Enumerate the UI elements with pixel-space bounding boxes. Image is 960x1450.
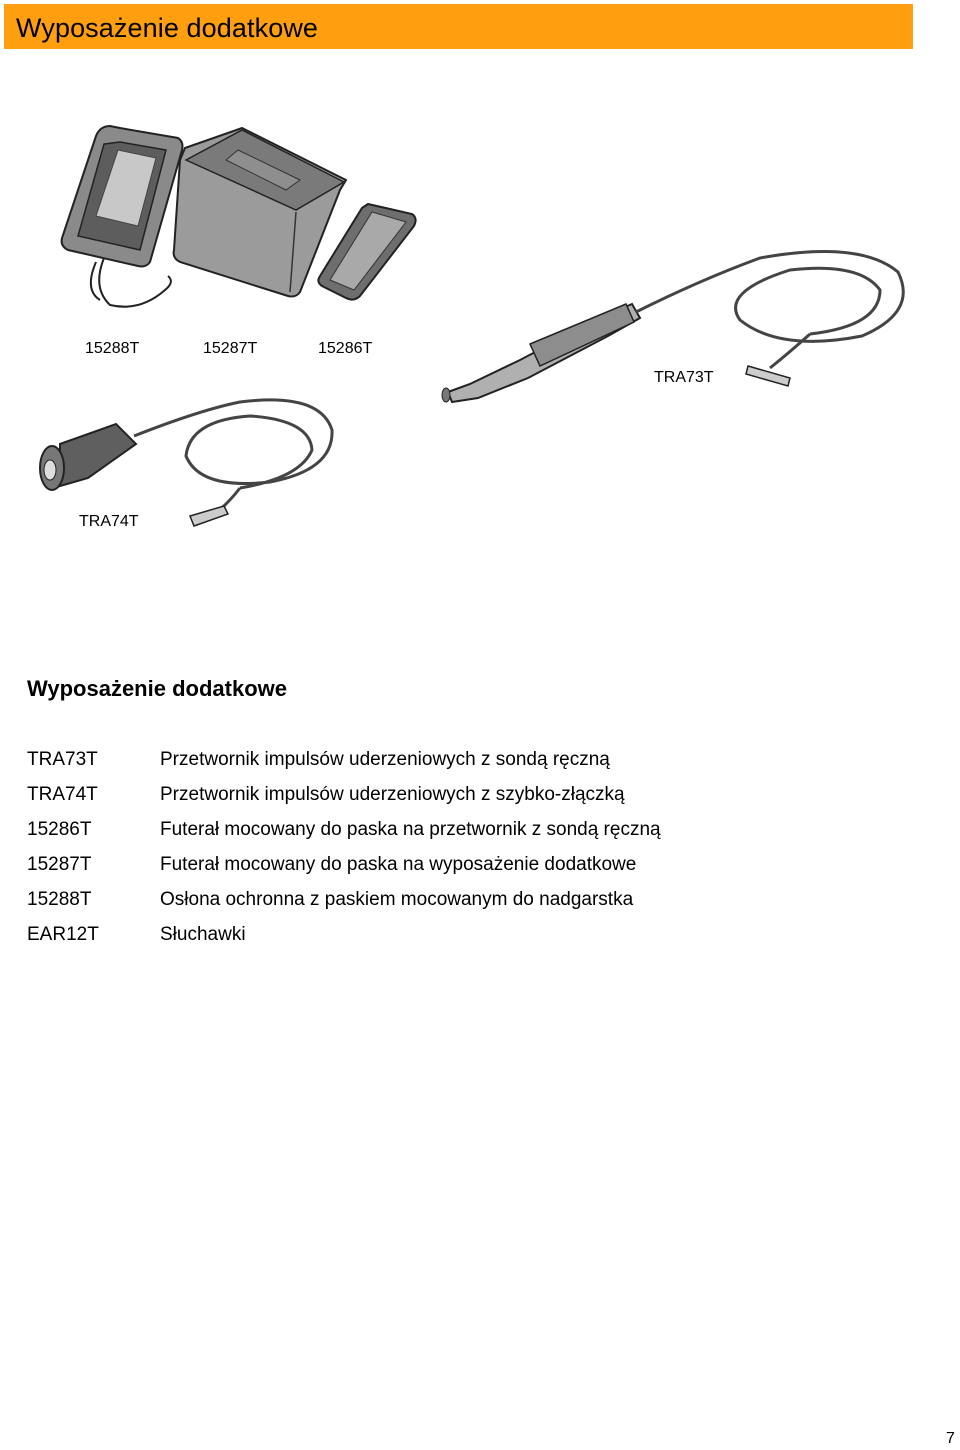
accessories-list <box>27 742 661 952</box>
list-item <box>27 882 661 917</box>
section-title: Wyposażenie dodatkowe <box>27 676 287 701</box>
item-code: TRA73T <box>27 748 98 770</box>
list-item <box>27 777 661 812</box>
item-description: Osłona ochronna z paskiem mocowanym do nadgarstka <box>160 888 634 910</box>
page-number: 7 <box>946 1430 955 1447</box>
belt-pouch-image <box>174 128 346 297</box>
accessories-illustration <box>0 100 960 550</box>
list-item <box>27 917 661 952</box>
item-description: Przetwornik impulsów uderzeniowych z szybko-złączką <box>160 783 625 805</box>
label-15288t: 15288T <box>85 340 140 357</box>
list-item <box>27 847 661 882</box>
page-title: Wyposażenie dodatkowe <box>16 13 319 43</box>
probe-holster-image <box>318 204 415 300</box>
item-code: 15286T <box>27 818 92 840</box>
label-15286t: 15286T <box>318 340 373 357</box>
header-bar <box>4 4 913 49</box>
label-tra73t: TRA73T <box>654 369 714 386</box>
item-code: 15288T <box>27 888 92 910</box>
protective-cover-image <box>62 126 183 307</box>
label-tra74t: TRA74T <box>79 513 139 530</box>
item-description: Futerał mocowany do paska na przetwornik z sondą ręczną <box>160 818 661 840</box>
list-item <box>27 812 661 847</box>
list-item <box>27 742 661 777</box>
item-code: EAR12T <box>27 923 99 945</box>
item-description: Słuchawki <box>160 923 246 945</box>
item-code: TRA74T <box>27 783 98 805</box>
item-description: Przetwornik impulsów uderzeniowych z sondą ręczną <box>160 748 610 770</box>
item-code: 15287T <box>27 853 92 875</box>
quick-connect-transducer-image <box>40 400 332 526</box>
label-15287t: 15287T <box>203 340 258 357</box>
item-description: Futerał mocowany do paska na wyposażenie dodatkowe <box>160 853 637 875</box>
